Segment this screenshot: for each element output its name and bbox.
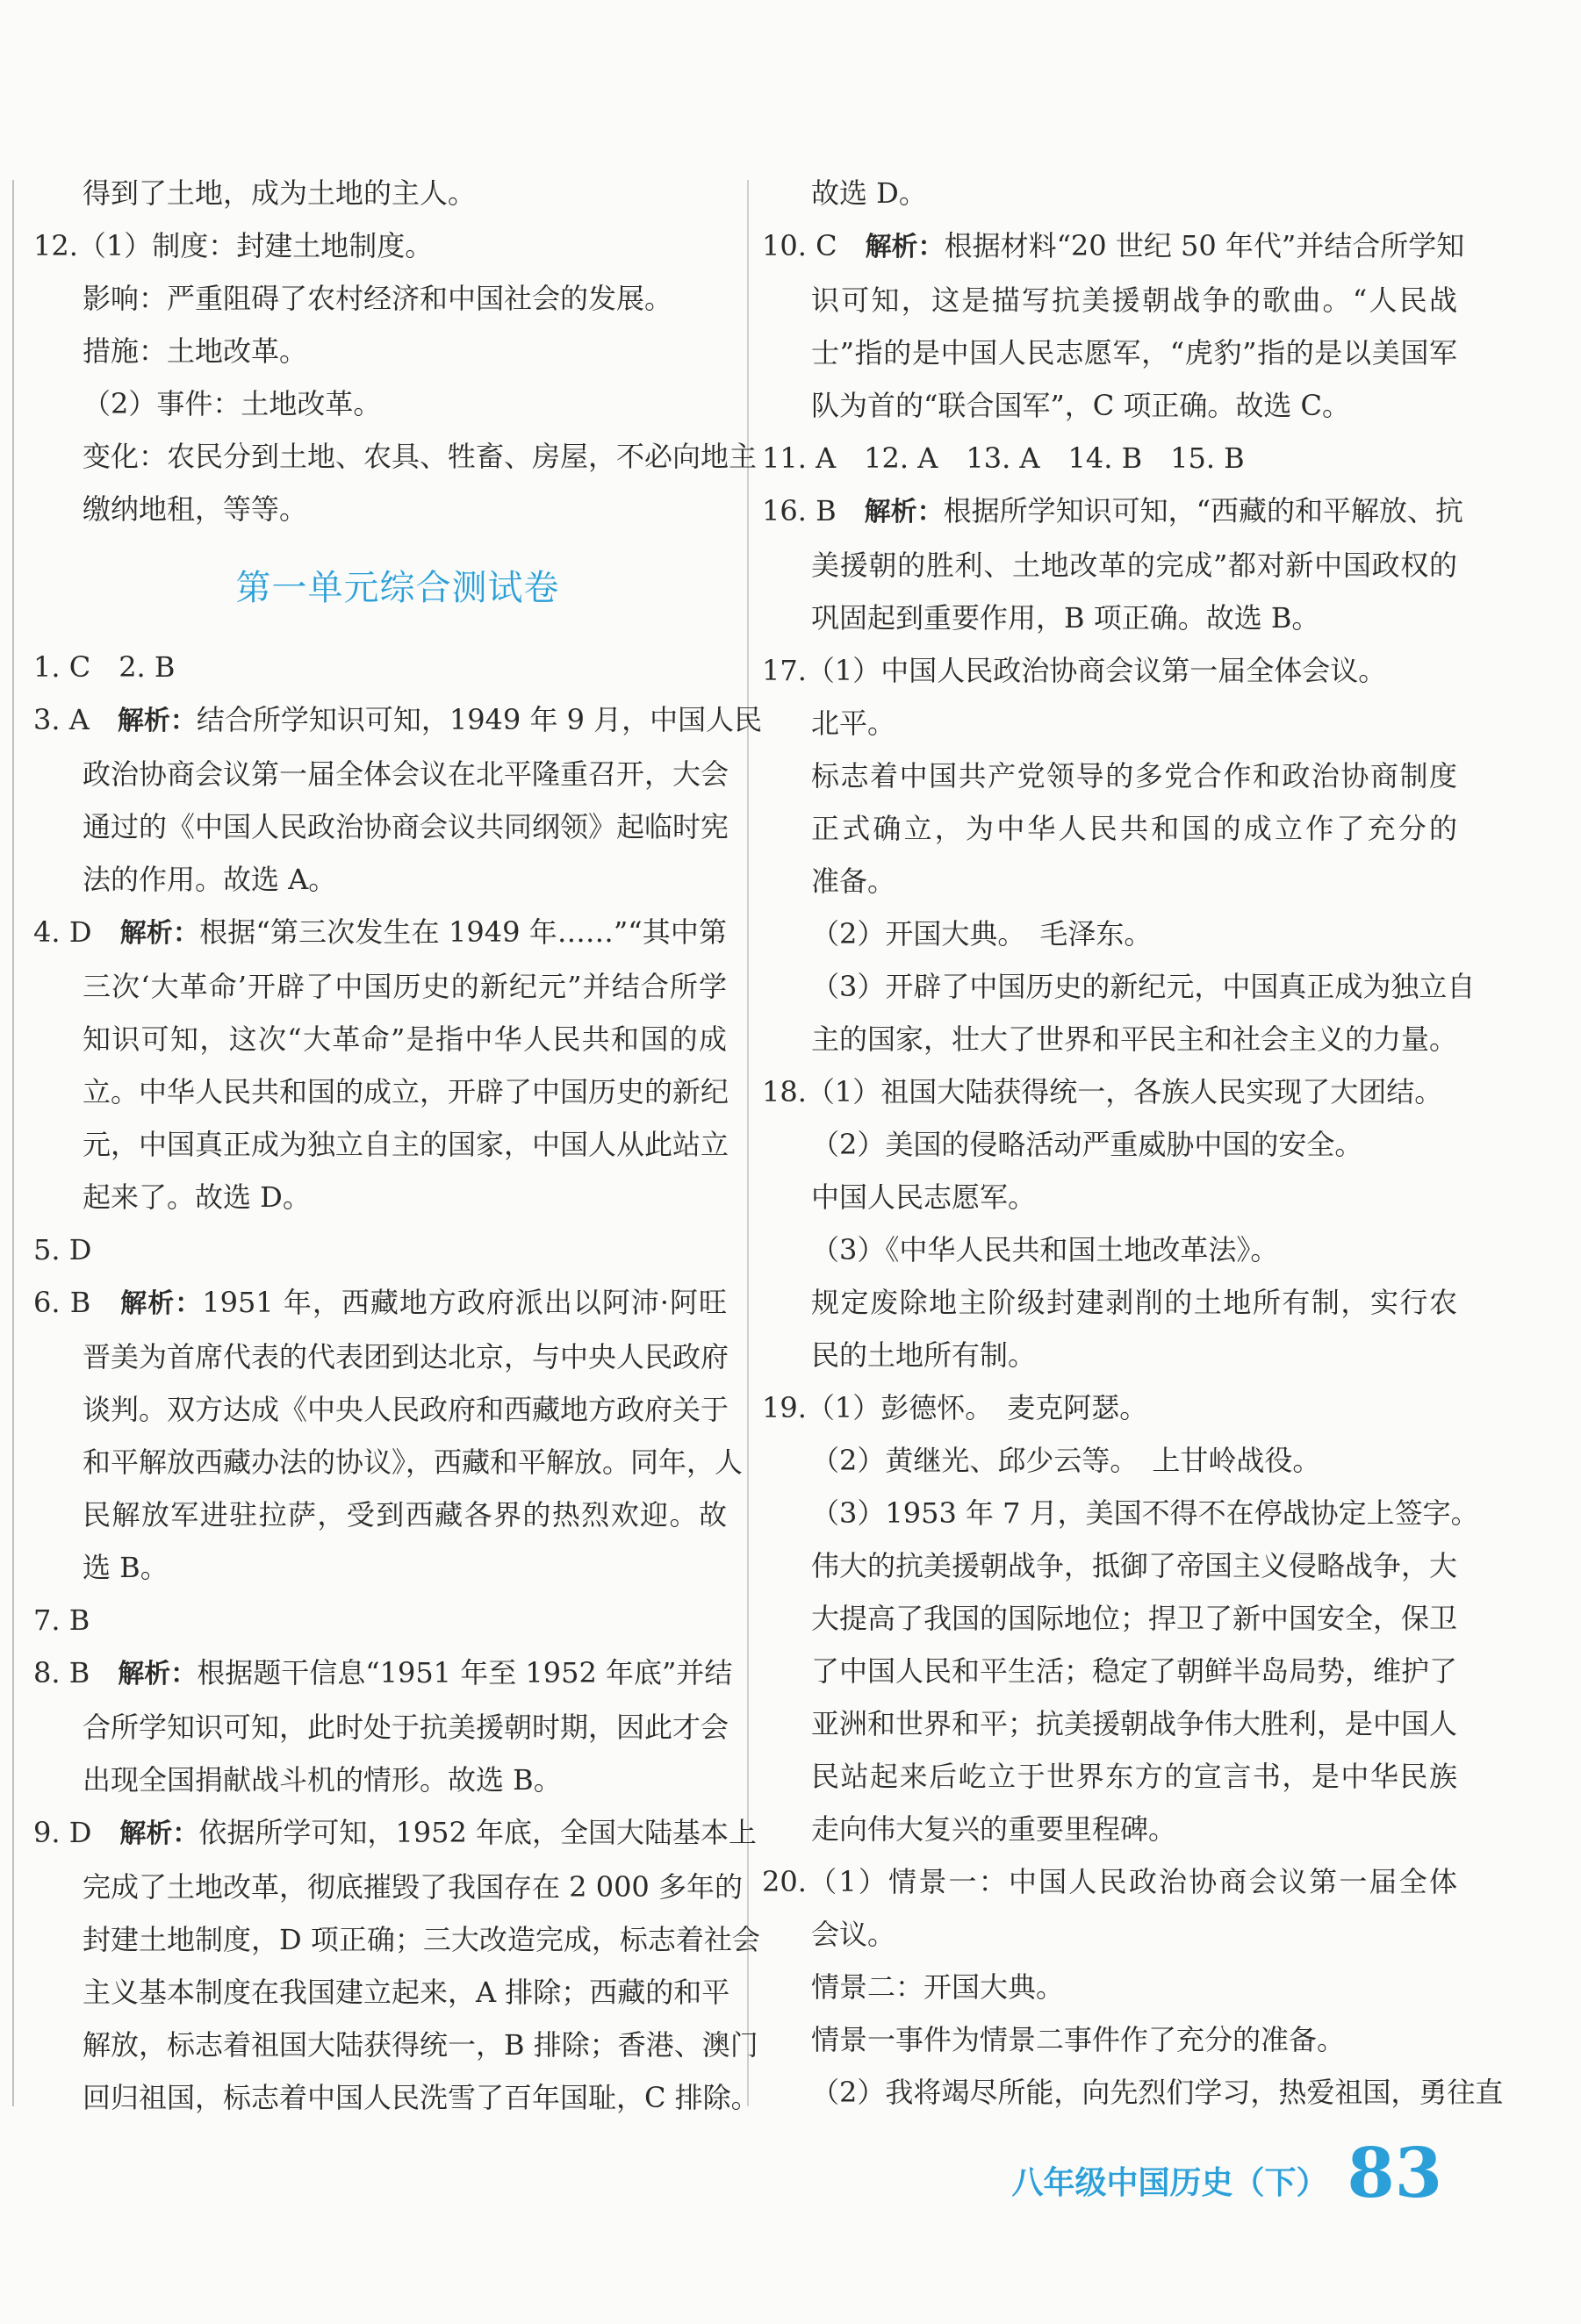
answer-line xyxy=(33,1541,727,1594)
answer-text: 正式确立，为中华人民共和国的成立作了充分的 xyxy=(811,812,1457,845)
answer-line xyxy=(33,1013,727,1065)
answer-line xyxy=(762,592,1457,644)
answer-line xyxy=(33,1966,730,2019)
answer-line xyxy=(762,1539,1457,1592)
answer-line xyxy=(762,1171,1457,1223)
answer-text: 谈判。双方达成《中央人民政府和西藏地方政府关于 xyxy=(83,1393,729,1426)
answer-line xyxy=(33,1488,727,1541)
answer-text: 得到了土地，成为土地的主人。 xyxy=(83,176,477,210)
answer-line xyxy=(33,483,727,535)
answer-line xyxy=(33,167,727,219)
answer-text: （2）开国大典。 毛泽东。 xyxy=(811,917,1153,950)
answer-text: （3）《中华人民共和国土地改革法》。 xyxy=(811,1233,1279,1266)
answer-line xyxy=(33,1913,760,1966)
answer-line xyxy=(762,1487,1479,1539)
answer-line xyxy=(33,693,763,748)
analysis-label: 解析： xyxy=(119,918,200,949)
answer-text: 美援朝的胜利、土地改革的完成”都对新中国政权的 xyxy=(811,549,1457,582)
answer-line xyxy=(762,1329,1457,1381)
answer-text: 起来了。故选 D。 xyxy=(83,1180,311,1214)
answer-number: 6. B xyxy=(33,1286,121,1319)
answer-line xyxy=(762,1118,1457,1171)
answer-text: （2）美国的侵略活动严重威胁中国的安全。 xyxy=(811,1128,1363,1161)
answer-text: 知识可知，这次“大革命”是指中华人民共和国的成 xyxy=(83,1022,727,1056)
answer-line xyxy=(762,1961,1457,2013)
left-margin-rule xyxy=(12,180,14,2106)
answer-text: 措施：土地改革。 xyxy=(83,334,308,368)
answer-number: 16. B xyxy=(762,494,865,527)
answer-line xyxy=(762,1908,1457,1961)
answer-line xyxy=(762,484,1463,539)
answer-text: 出现全国捐献战斗机的情形。故选 B。 xyxy=(83,1763,562,1797)
answer-text: 回归祖国，标志着中国人民洗雪了百年国耻，C 排除。 xyxy=(83,2081,759,2114)
answer-line xyxy=(762,1276,1457,1329)
answer-text: 合所学知识可知，此时处于抗美援朝时期，因此才会 xyxy=(83,1711,729,1744)
answer-text: 依据所学可知，1952 年底，全国大陆基本上 xyxy=(198,1816,757,1849)
book-title: 八年级中国历史（下） xyxy=(1011,2165,1328,2201)
analysis-label: 解析： xyxy=(117,706,197,736)
answer-line xyxy=(33,748,727,800)
answer-line xyxy=(762,1434,1457,1487)
analysis-label: 解析： xyxy=(118,1659,198,1689)
right-column xyxy=(762,167,1504,2119)
answer-line xyxy=(762,1697,1457,1750)
answer-line xyxy=(762,1223,1457,1276)
answer-line xyxy=(762,1592,1457,1645)
answer-line xyxy=(33,1383,727,1436)
analysis-label: 解析： xyxy=(120,1288,203,1319)
answer-line xyxy=(762,1381,1457,1434)
answer-line xyxy=(762,1803,1457,1855)
answer-text: 民站起来后屹立于世界东方的宣言书，是中华民族 xyxy=(811,1760,1457,1793)
answer-text: 士”指的是中国人民志愿军，“虎豹”指的是以美国军 xyxy=(811,336,1457,369)
analysis-label: 解析： xyxy=(865,232,945,262)
answer-line xyxy=(33,1594,727,1646)
answer-text: 民的土地所有制。 xyxy=(811,1338,1037,1372)
answer-text: 影响：严重阻碍了农村经济和中国社会的发展。 xyxy=(83,282,673,315)
answer-line xyxy=(33,1754,727,1806)
answer-text: 标志着中国共产党领导的多党合作和政治协商制度 xyxy=(811,759,1457,793)
answer-text: 故选 D。 xyxy=(811,176,927,210)
answer-line xyxy=(33,853,727,906)
answer-text: 17.（1）中国人民政治协商会议第一届全体会议。 xyxy=(762,654,1387,687)
answer-line xyxy=(33,430,758,483)
answer-text: 元，中国真正成为独立自主的国家，中国人从此站立 xyxy=(83,1128,729,1161)
answer-text: 了中国人民和平生活；稳定了朝鲜半岛局势，维护了 xyxy=(811,1654,1458,1688)
answer-text: 11. A 12. A 13. A 14. B 15. B xyxy=(762,441,1245,475)
answer-text: 北平。 xyxy=(811,707,896,740)
answer-text: 1951 年，西藏地方政府派出以阿沛·阿旺 xyxy=(202,1286,727,1319)
answer-line xyxy=(33,1223,727,1276)
answer-text: 情景一事件为情景二事件作了充分的准备。 xyxy=(811,2023,1346,2056)
answer-line xyxy=(33,1118,727,1171)
answer-line xyxy=(762,1645,1457,1697)
answer-text: 立。中华人民共和国的成立，开辟了中国历史的新纪 xyxy=(83,1075,729,1108)
answer-text: 晋美为首席代表的代表团到达北京，与中央人民政府 xyxy=(83,1340,729,1374)
answer-line xyxy=(33,2019,758,2071)
answer-text: 根据题干信息“1951 年至 1952 年底”并结 xyxy=(197,1656,733,1689)
answer-text: 民解放军进驻拉萨，受到西藏各界的热烈欢迎。故 xyxy=(83,1498,727,1531)
answer-line xyxy=(33,2071,759,2124)
answer-line xyxy=(33,272,727,325)
answer-number: 4. D xyxy=(33,915,120,949)
answer-line xyxy=(33,800,727,853)
answer-line xyxy=(762,855,1457,907)
answer-line xyxy=(33,325,727,377)
answer-line xyxy=(33,1806,757,1861)
answer-text: 巩固起到重要作用，B 项正确。故选 B。 xyxy=(811,601,1320,635)
answer-number: 8. B xyxy=(33,1656,119,1689)
answer-line xyxy=(33,377,727,430)
answer-text: 选 B。 xyxy=(83,1551,169,1584)
answer-number: 10. C xyxy=(762,229,866,262)
answer-text: 20.（1）情景一：中国人民政治协商会议第一届全体 xyxy=(762,1865,1457,1898)
analysis-label: 解析： xyxy=(864,497,944,527)
answer-line xyxy=(762,960,1476,1013)
answer-text: 准备。 xyxy=(811,864,896,898)
answer-line xyxy=(33,1065,727,1118)
answer-line xyxy=(762,1750,1457,1803)
answer-text: 变化：农民分到土地、农具、牲畜、房屋，不必向地主 xyxy=(83,440,758,473)
answer-text: 中国人民志愿军。 xyxy=(811,1180,1037,1214)
answer-text: 情景二：开国大典。 xyxy=(811,1970,1065,2004)
answer-line xyxy=(762,750,1457,802)
answer-text: （2）黄继光、邱少云等。 上甘岭战役。 xyxy=(811,1444,1321,1477)
answer-text: 规定废除地主阶级封建剥削的土地所有制，实行农 xyxy=(811,1286,1457,1319)
answer-line xyxy=(762,644,1457,697)
answer-text: 法的作用。故选 A。 xyxy=(83,863,337,896)
answer-line xyxy=(762,539,1457,592)
answer-text: 主义基本制度在我国建立起来，A 排除；西藏的和平 xyxy=(83,1976,730,2009)
answer-number: 9. D xyxy=(33,1816,120,1849)
answer-line xyxy=(33,1331,727,1383)
answer-text: 结合所学知识可知，1949 年 9 月，中国人民 xyxy=(196,703,763,736)
answer-text: （3）1953 年 7 月，美国不得不在停战协定上签字。 xyxy=(811,1496,1479,1530)
answer-line xyxy=(33,1276,727,1331)
answer-line xyxy=(762,2013,1457,2066)
section-title: 第一单元综合测试卷 xyxy=(235,568,560,608)
answer-line xyxy=(762,2066,1504,2119)
answer-text: （2）我将竭尽所能，向先烈们学习，热爱祖国，勇往直 xyxy=(811,2076,1504,2109)
answer-text: 亚洲和世界和平；抗美援朝战争伟大胜利，是中国人 xyxy=(811,1707,1458,1740)
answer-line xyxy=(762,1855,1457,1908)
answer-line xyxy=(762,274,1457,326)
answer-text: 根据所学知识可知，“西藏的和平解放、抗 xyxy=(943,494,1463,527)
answer-line xyxy=(33,1171,727,1223)
answer-line xyxy=(762,907,1457,960)
answer-text: （2）事件：土地改革。 xyxy=(83,387,382,420)
answer-text: 和平解放西藏办法的协议》，西藏和平解放。同年，人 xyxy=(83,1445,744,1479)
answer-line xyxy=(762,802,1457,855)
analysis-label: 解析： xyxy=(119,1818,199,1849)
page-number: 83 xyxy=(1347,2134,1442,2213)
answer-line xyxy=(33,1701,727,1754)
answer-text: 伟大的抗美援朝战争，抵御了帝国主义侵略战争，大 xyxy=(811,1549,1458,1582)
answer-text: 1. C 2. B xyxy=(33,650,176,684)
answer-text: 18.（1）祖国大陆获得统一，各族人民实现了大团结。 xyxy=(762,1075,1443,1108)
answer-text: 主的国家，壮大了世界和平民主和社会主义的力量。 xyxy=(811,1022,1458,1056)
answer-text: 缴纳地租，等等。 xyxy=(83,492,308,526)
answer-line xyxy=(33,906,727,960)
left-column xyxy=(33,167,763,2124)
answer-text: 三次‘大革命’开辟了中国历史的新纪元”并结合所学 xyxy=(83,970,727,1003)
answer-line xyxy=(762,432,1457,484)
answer-line xyxy=(33,1861,743,1913)
answer-text: 大提高了我国的国际地位；捍卫了新中国安全，保卫 xyxy=(811,1602,1458,1635)
answer-text: 完成了土地改革，彻底摧毁了我国存在 2 000 多年的 xyxy=(83,1870,743,1904)
answer-text: 识可知，这是描写抗美援朝战争的歌曲。“人民战 xyxy=(811,283,1457,317)
answer-text: 12.（1）制度：封建土地制度。 xyxy=(33,229,434,262)
answer-line xyxy=(762,379,1457,432)
answer-text: 根据“第三次发生在 1949 年……”“其中第 xyxy=(199,915,727,949)
answer-text: 会议。 xyxy=(811,1918,896,1951)
answer-line xyxy=(33,960,727,1013)
answer-text: 5. D xyxy=(33,1233,92,1266)
answer-line xyxy=(762,326,1457,379)
answer-text: 政治协商会议第一届全体会议在北平隆重召开，大会 xyxy=(83,757,729,791)
answer-text: 队为首的“联合国军”，C 项正确。故选 C。 xyxy=(811,389,1351,422)
answer-line xyxy=(762,167,1457,219)
answer-line xyxy=(762,1013,1457,1065)
answer-number: 3. A xyxy=(33,703,118,736)
answer-line xyxy=(762,697,1457,750)
answer-line xyxy=(33,219,727,272)
answer-text: 7. B xyxy=(33,1603,90,1637)
page-footer xyxy=(1011,2124,1442,2212)
answer-line xyxy=(33,1646,733,1701)
answer-line xyxy=(762,219,1465,274)
answer-line xyxy=(762,1065,1457,1118)
answer-text: 走向伟大复兴的重要里程碑。 xyxy=(811,1812,1177,1846)
answer-text: （3）开辟了中国历史的新纪元，中国真正成为独立自 xyxy=(811,970,1476,1003)
answer-line xyxy=(33,1436,744,1488)
answer-line xyxy=(33,641,727,693)
answer-text: 通过的《中国人民政治协商会议共同纲领》起临时宪 xyxy=(83,810,729,843)
answer-text: 19.（1）彭德怀。 麦克阿瑟。 xyxy=(762,1391,1148,1424)
answer-text: 封建土地制度，D 项正确；三大改造完成，标志着社会 xyxy=(83,1923,760,1956)
answer-text: 解放，标志着祖国大陆获得统一，B 排除；香港、澳门 xyxy=(83,2028,758,2062)
answer-text: 根据材料“20 世纪 50 年代”并结合所学知 xyxy=(944,229,1465,262)
